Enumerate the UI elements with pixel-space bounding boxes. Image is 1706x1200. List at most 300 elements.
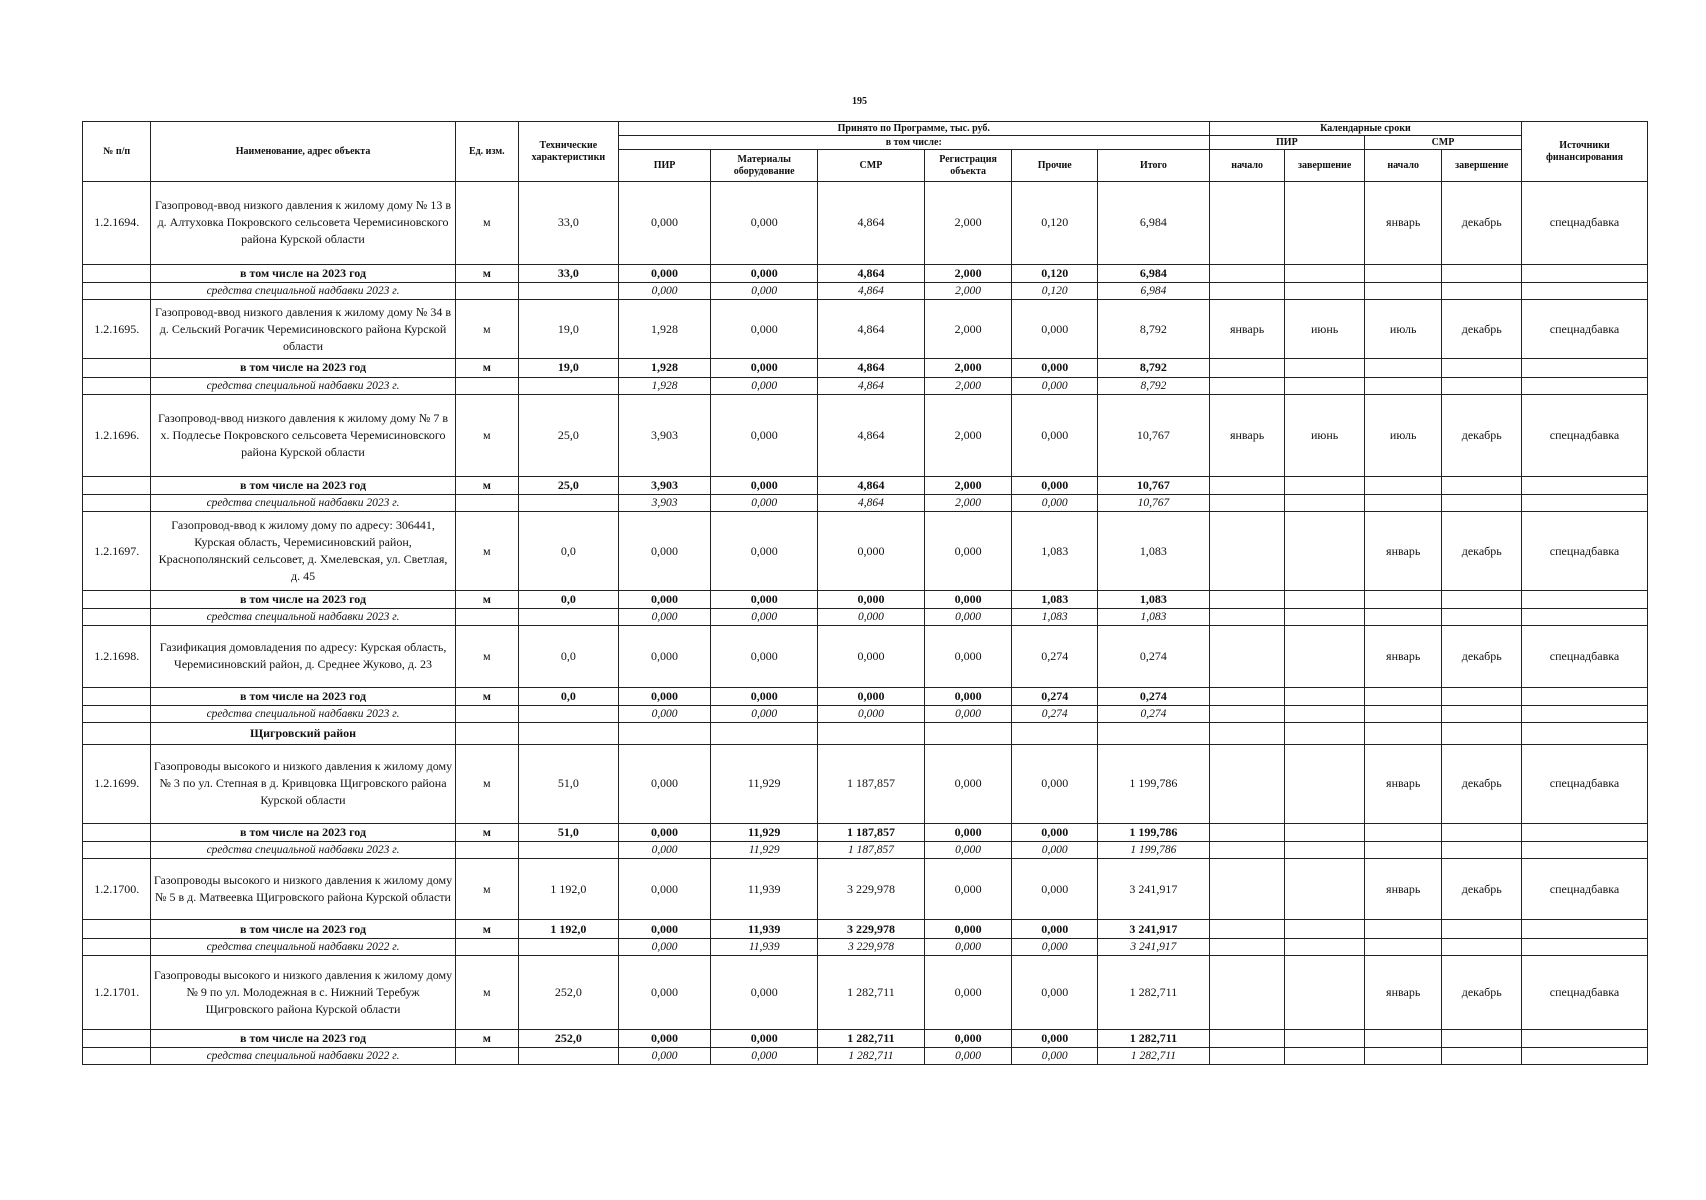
- table-row: [83, 299, 1648, 359]
- unit-cell: м: [455, 394, 518, 477]
- empty-cell: [1285, 609, 1365, 626]
- subtotal-materials: 0,000: [711, 1029, 818, 1047]
- empty-cell: [1442, 687, 1522, 705]
- materials-cell: 0,000: [711, 299, 818, 359]
- page-number: 195: [852, 96, 867, 107]
- source-cell: спецнадбавка: [1522, 512, 1648, 591]
- empty-cell: [83, 823, 151, 841]
- subtotal-label: в том числе на 2023 год: [151, 1029, 455, 1047]
- pir-end-cell: [1285, 745, 1365, 824]
- other-cell: 0,000: [1012, 394, 1098, 477]
- pir-cell: 3,903: [618, 394, 711, 477]
- source-materials: 0,000: [711, 705, 818, 722]
- pir-cell: 1,928: [618, 299, 711, 359]
- empty-cell: [455, 282, 518, 299]
- smr-cell: 4,864: [818, 182, 925, 265]
- empty-cell: [83, 920, 151, 938]
- total-cell: 10,767: [1098, 394, 1210, 477]
- subtotal-smr: 0,000: [818, 591, 925, 609]
- subtotal-registration: 0,000: [924, 823, 1012, 841]
- empty-cell: [1522, 264, 1648, 282]
- subtotal-total: 1 199,786: [1098, 823, 1210, 841]
- empty-cell: [519, 1047, 619, 1064]
- pir-end-cell: [1285, 858, 1365, 920]
- subtotal-registration: 0,000: [924, 687, 1012, 705]
- table-row-subtotal: [83, 359, 1648, 377]
- header-name: Наименование, адрес объекта: [151, 122, 455, 182]
- empty-cell: [1285, 938, 1365, 955]
- empty-cell: [1442, 705, 1522, 722]
- source-label: средства специальной надбавки 2023 г.: [151, 841, 455, 858]
- source-smr: 0,000: [818, 609, 925, 626]
- source-other: 1,083: [1012, 609, 1098, 626]
- total-cell: 6,984: [1098, 182, 1210, 265]
- row-num: 1.2.1695.: [83, 299, 151, 359]
- source-pir: 0,000: [618, 609, 711, 626]
- registration-cell: 2,000: [924, 182, 1012, 265]
- empty-cell: [1209, 495, 1285, 512]
- subtotal-label: в том числе на 2023 год: [151, 477, 455, 495]
- registration-cell: 0,000: [924, 626, 1012, 688]
- source-cell: спецнадбавка: [1522, 626, 1648, 688]
- subtotal-other: 0,000: [1012, 823, 1098, 841]
- source-registration: 2,000: [924, 495, 1012, 512]
- empty-cell: [1522, 591, 1648, 609]
- empty-cell: [1522, 359, 1648, 377]
- pir-cell: 0,000: [618, 512, 711, 591]
- smr-start-cell: июль: [1364, 394, 1442, 477]
- subtotal-total: 3 241,917: [1098, 920, 1210, 938]
- row-num: 1.2.1694.: [83, 182, 151, 265]
- empty-cell: [83, 495, 151, 512]
- tech-cell: 0,0: [519, 512, 619, 591]
- subtotal-tech: 19,0: [519, 359, 619, 377]
- tech-cell: 0,0: [519, 626, 619, 688]
- source-registration: 0,000: [924, 1047, 1012, 1064]
- pir-start-cell: январь: [1209, 394, 1285, 477]
- empty-cell: [83, 282, 151, 299]
- header-pir: ПИР: [618, 150, 711, 182]
- pir-end-cell: [1285, 182, 1365, 265]
- source-cell: спецнадбавка: [1522, 182, 1648, 265]
- smr-end-cell: декабрь: [1442, 745, 1522, 824]
- source-materials: 0,000: [711, 377, 818, 394]
- subtotal-pir: 0,000: [618, 264, 711, 282]
- empty-cell: [1364, 477, 1442, 495]
- table-row-subtotal: [83, 264, 1648, 282]
- empty-cell: [519, 377, 619, 394]
- source-smr: 4,864: [818, 282, 925, 299]
- source-other: 0,000: [1012, 1047, 1098, 1064]
- pir-start-cell: январь: [1209, 299, 1285, 359]
- subtotal-total: 10,767: [1098, 477, 1210, 495]
- subtotal-other: 0,120: [1012, 264, 1098, 282]
- source-cell: спецнадбавка: [1522, 955, 1648, 1029]
- smr-end-cell: декабрь: [1442, 626, 1522, 688]
- source-other: 0,000: [1012, 495, 1098, 512]
- source-total: 8,792: [1098, 377, 1210, 394]
- table-row: [83, 955, 1648, 1029]
- table-row: [83, 182, 1648, 265]
- smr-start-cell: январь: [1364, 512, 1442, 591]
- other-cell: 0,000: [1012, 858, 1098, 920]
- source-smr: 4,864: [818, 377, 925, 394]
- header-smr-start: начало: [1364, 150, 1442, 182]
- table-row-subtotal: [83, 591, 1648, 609]
- empty-cell: [1522, 609, 1648, 626]
- empty-cell: [1522, 495, 1648, 512]
- header-registration: Регистрация объекта: [924, 150, 1012, 182]
- source-registration: 0,000: [924, 938, 1012, 955]
- source-pir: 0,000: [618, 938, 711, 955]
- table-row-subtotal: [83, 823, 1648, 841]
- empty-cell: [1285, 920, 1365, 938]
- source-pir: 0,000: [618, 282, 711, 299]
- smr-cell: 4,864: [818, 394, 925, 477]
- pir-cell: 0,000: [618, 745, 711, 824]
- empty-cell: [455, 841, 518, 858]
- source-label: средства специальной надбавки 2023 г.: [151, 282, 455, 299]
- smr-start-cell: январь: [1364, 626, 1442, 688]
- empty-cell: [1364, 1029, 1442, 1047]
- source-materials: 11,929: [711, 841, 818, 858]
- smr-cell: 1 187,857: [818, 745, 925, 824]
- empty-cell: [1442, 264, 1522, 282]
- district-section: [83, 722, 1648, 744]
- table-row-funding-source: [83, 1047, 1648, 1064]
- empty-cell: [1522, 1047, 1648, 1064]
- object-name: Газопровод-ввод низкого давления к жилому дому № 7 в х. Подлесье Покровского сельсовета Черемисиновского района Курской области: [151, 394, 455, 477]
- pir-end-cell: июнь: [1285, 394, 1365, 477]
- subtotal-other: 0,274: [1012, 687, 1098, 705]
- table-header: [83, 122, 1648, 182]
- empty-cell: [83, 477, 151, 495]
- subtotal-total: 6,984: [1098, 264, 1210, 282]
- object-name: Газопровод-ввод низкого давления к жилому дому № 13 в д. Алтуховка Покровского сельсовета Черемисиновского района Курской области: [151, 182, 455, 265]
- subtotal-other: 1,083: [1012, 591, 1098, 609]
- empty-cell: [1209, 841, 1285, 858]
- materials-cell: 11,929: [711, 745, 818, 824]
- subtotal-materials: 0,000: [711, 591, 818, 609]
- source-label: средства специальной надбавки 2023 г.: [151, 495, 455, 512]
- other-cell: 0,120: [1012, 182, 1098, 265]
- empty-cell: [1522, 823, 1648, 841]
- subtotal-materials: 0,000: [711, 359, 818, 377]
- materials-cell: 11,939: [711, 858, 818, 920]
- empty-cell: [1285, 705, 1365, 722]
- subtotal-materials: 0,000: [711, 687, 818, 705]
- table-row-funding-source: [83, 938, 1648, 955]
- empty-cell: [1364, 1047, 1442, 1064]
- empty-cell: [1442, 495, 1522, 512]
- unit-cell: м: [455, 299, 518, 359]
- empty-cell: [455, 495, 518, 512]
- tech-cell: 33,0: [519, 182, 619, 265]
- table-row: [83, 512, 1648, 591]
- empty-cell: [1442, 477, 1522, 495]
- tech-cell: 1 192,0: [519, 858, 619, 920]
- subtotal-pir: 3,903: [618, 477, 711, 495]
- smr-cell: 1 282,711: [818, 955, 925, 1029]
- subtotal-total: 0,274: [1098, 687, 1210, 705]
- source-registration: 2,000: [924, 377, 1012, 394]
- total-cell: 1,083: [1098, 512, 1210, 591]
- pir-end-cell: [1285, 512, 1365, 591]
- empty-cell: [1442, 377, 1522, 394]
- other-cell: 0,000: [1012, 299, 1098, 359]
- subtotal-pir: 0,000: [618, 823, 711, 841]
- empty-cell: [519, 495, 619, 512]
- empty-cell: [83, 841, 151, 858]
- registration-cell: 2,000: [924, 394, 1012, 477]
- subtotal-tech: 25,0: [519, 477, 619, 495]
- subtotal-other: 0,000: [1012, 1029, 1098, 1047]
- subtotal-smr: 3 229,978: [818, 920, 925, 938]
- pir-end-cell: июнь: [1285, 299, 1365, 359]
- empty-cell: [1364, 687, 1442, 705]
- empty-cell: [455, 377, 518, 394]
- source-cell: спецнадбавка: [1522, 394, 1648, 477]
- other-cell: 0,274: [1012, 626, 1098, 688]
- empty-cell: [455, 609, 518, 626]
- source-materials: 0,000: [711, 1047, 818, 1064]
- smr-cell: 0,000: [818, 512, 925, 591]
- pir-start-cell: [1209, 745, 1285, 824]
- unit-cell: м: [455, 858, 518, 920]
- subtotal-unit: м: [455, 823, 518, 841]
- subtotal-other: 0,000: [1012, 359, 1098, 377]
- object-name: Газопроводы высокого и низкого давления к жилому дому № 9 по ул. Молодежная в с. Нижний Теребуж Щигровского района Курской области: [151, 955, 455, 1029]
- subtotal-tech: 252,0: [519, 1029, 619, 1047]
- empty-cell: [1364, 705, 1442, 722]
- smr-end-cell: декабрь: [1442, 955, 1522, 1029]
- subtotal-registration: 0,000: [924, 920, 1012, 938]
- empty-cell: [455, 1047, 518, 1064]
- source-cell: спецнадбавка: [1522, 858, 1648, 920]
- materials-cell: 0,000: [711, 626, 818, 688]
- empty-cell: [1364, 609, 1442, 626]
- table-row-subtotal: [83, 1029, 1648, 1047]
- source-total: 1 282,711: [1098, 1047, 1210, 1064]
- subtotal-label: в том числе на 2023 год: [151, 920, 455, 938]
- empty-cell: [1285, 264, 1365, 282]
- table-row: [83, 626, 1648, 688]
- empty-cell: [83, 359, 151, 377]
- empty-cell: [1285, 687, 1365, 705]
- source-materials: 0,000: [711, 282, 818, 299]
- empty-cell: [1442, 1047, 1522, 1064]
- materials-cell: 0,000: [711, 955, 818, 1029]
- source-smr: 4,864: [818, 495, 925, 512]
- subtotal-unit: м: [455, 920, 518, 938]
- empty-cell: [1209, 609, 1285, 626]
- empty-cell: [519, 841, 619, 858]
- table-row-funding-source: [83, 705, 1648, 722]
- row-num: 1.2.1699.: [83, 745, 151, 824]
- registration-cell: 2,000: [924, 299, 1012, 359]
- pir-cell: 0,000: [618, 182, 711, 265]
- empty-cell: [1522, 282, 1648, 299]
- district-title: Щигровский район: [151, 722, 455, 744]
- empty-cell: [1442, 920, 1522, 938]
- subtotal-total: 1,083: [1098, 591, 1210, 609]
- unit-cell: м: [455, 626, 518, 688]
- tech-cell: 51,0: [519, 745, 619, 824]
- empty-cell: [83, 609, 151, 626]
- source-smr: 1 187,857: [818, 841, 925, 858]
- table-row: [83, 745, 1648, 824]
- table-row-funding-source: [83, 609, 1648, 626]
- subtotal-smr: 4,864: [818, 264, 925, 282]
- subtotal-unit: м: [455, 359, 518, 377]
- table-row: [83, 858, 1648, 920]
- empty-cell: [1364, 264, 1442, 282]
- source-other: 0,000: [1012, 841, 1098, 858]
- pir-start-cell: [1209, 182, 1285, 265]
- empty-cell: [1285, 1029, 1365, 1047]
- smr-start-cell: январь: [1364, 182, 1442, 265]
- subtotal-tech: 0,0: [519, 591, 619, 609]
- unit-cell: м: [455, 955, 518, 1029]
- subtotal-materials: 11,929: [711, 823, 818, 841]
- header-unit: Ед. изм.: [455, 122, 518, 182]
- empty-cell: [1285, 359, 1365, 377]
- table-row-funding-source: [83, 282, 1648, 299]
- smr-cell: 0,000: [818, 626, 925, 688]
- empty-cell: [83, 1047, 151, 1064]
- empty-cell: [1285, 841, 1365, 858]
- empty-cell: [1209, 687, 1285, 705]
- header-other: Прочие: [1012, 150, 1098, 182]
- subtotal-label: в том числе на 2023 год: [151, 823, 455, 841]
- empty-cell: [1209, 705, 1285, 722]
- registration-cell: 0,000: [924, 858, 1012, 920]
- subtotal-registration: 2,000: [924, 359, 1012, 377]
- empty-cell: [1285, 377, 1365, 394]
- object-name: Газопровод-ввод низкого давления к жилому дому № 34 в д. Сельский Рогачик Черемисиновского района Курской области: [151, 299, 455, 359]
- header-num: № п/п: [83, 122, 151, 182]
- source-materials: 0,000: [711, 495, 818, 512]
- empty-cell: [1442, 282, 1522, 299]
- row-num: 1.2.1697.: [83, 512, 151, 591]
- subtotal-registration: 0,000: [924, 591, 1012, 609]
- source-registration: 0,000: [924, 609, 1012, 626]
- subtotal-tech: 51,0: [519, 823, 619, 841]
- subtotal-label: в том числе на 2023 год: [151, 687, 455, 705]
- subtotal-smr: 4,864: [818, 359, 925, 377]
- header-materials: Материалы оборудование: [711, 150, 818, 182]
- empty-cell: [1442, 841, 1522, 858]
- subtotal-total: 1 282,711: [1098, 1029, 1210, 1047]
- empty-cell: [1209, 1047, 1285, 1064]
- subtotal-materials: 0,000: [711, 477, 818, 495]
- empty-cell: [1442, 359, 1522, 377]
- empty-cell: [1522, 841, 1648, 858]
- source-other: 0,120: [1012, 282, 1098, 299]
- subtotal-unit: м: [455, 477, 518, 495]
- empty-cell: [1442, 938, 1522, 955]
- smr-end-cell: декабрь: [1442, 394, 1522, 477]
- source-smr: 0,000: [818, 705, 925, 722]
- subtotal-tech: 1 192,0: [519, 920, 619, 938]
- source-pir: 1,928: [618, 377, 711, 394]
- source-other: 0,000: [1012, 938, 1098, 955]
- header-pir-start: начало: [1209, 150, 1285, 182]
- source-other: 0,274: [1012, 705, 1098, 722]
- smr-start-cell: январь: [1364, 955, 1442, 1029]
- source-label: средства специальной надбавки 2023 г.: [151, 609, 455, 626]
- subtotal-registration: 0,000: [924, 1029, 1012, 1047]
- object-name: Газопроводы высокого и низкого давления к жилому дому № 3 по ул. Степная в д. Кривцовка Щигровского района Курской области: [151, 745, 455, 824]
- subtotal-unit: м: [455, 264, 518, 282]
- source-materials: 0,000: [711, 609, 818, 626]
- subtotal-materials: 11,939: [711, 920, 818, 938]
- empty-cell: [1285, 282, 1365, 299]
- empty-cell: [1522, 477, 1648, 495]
- total-cell: 8,792: [1098, 299, 1210, 359]
- pir-cell: 0,000: [618, 626, 711, 688]
- header-incl: в том числе:: [618, 136, 1209, 150]
- empty-cell: [1209, 359, 1285, 377]
- total-cell: 1 199,786: [1098, 745, 1210, 824]
- subtotal-pir: 0,000: [618, 591, 711, 609]
- source-label: средства специальной надбавки 2023 г.: [151, 377, 455, 394]
- empty-cell: [1285, 823, 1365, 841]
- empty-cell: [83, 1029, 151, 1047]
- source-label: средства специальной надбавки 2022 г.: [151, 938, 455, 955]
- subtotal-smr: 1 282,711: [818, 1029, 925, 1047]
- empty-cell: [1522, 705, 1648, 722]
- subtotal-unit: м: [455, 1029, 518, 1047]
- other-cell: 0,000: [1012, 745, 1098, 824]
- table-row-funding-source: [83, 495, 1648, 512]
- unit-cell: м: [455, 745, 518, 824]
- smr-cell: 3 229,978: [818, 858, 925, 920]
- object-name: Газопроводы высокого и низкого давления к жилому дому № 5 в д. Матвеевка Щигровского района Курской области: [151, 858, 455, 920]
- smr-end-cell: декабрь: [1442, 512, 1522, 591]
- unit-cell: м: [455, 182, 518, 265]
- header-calendar: Календарные сроки: [1209, 122, 1521, 136]
- header-cal-pir: ПИР: [1209, 136, 1364, 150]
- subtotal-unit: м: [455, 687, 518, 705]
- empty-cell: [1522, 687, 1648, 705]
- empty-cell: [1364, 920, 1442, 938]
- source-label: средства специальной надбавки 2023 г.: [151, 705, 455, 722]
- empty-cell: [1442, 1029, 1522, 1047]
- row-num: 1.2.1696.: [83, 394, 151, 477]
- table-row-subtotal: [83, 477, 1648, 495]
- empty-cell: [519, 282, 619, 299]
- subtotal-other: 0,000: [1012, 920, 1098, 938]
- tech-cell: 25,0: [519, 394, 619, 477]
- smr-start-cell: январь: [1364, 858, 1442, 920]
- empty-cell: [1442, 609, 1522, 626]
- empty-cell: [1285, 1047, 1365, 1064]
- source-total: 0,274: [1098, 705, 1210, 722]
- empty-cell: [455, 705, 518, 722]
- pir-cell: 0,000: [618, 955, 711, 1029]
- empty-cell: [1364, 938, 1442, 955]
- header-pir-end: завершение: [1285, 150, 1365, 182]
- empty-cell: [1364, 823, 1442, 841]
- subtotal-label: в том числе на 2023 год: [151, 591, 455, 609]
- empty-cell: [1442, 591, 1522, 609]
- tech-cell: 19,0: [519, 299, 619, 359]
- source-registration: 0,000: [924, 705, 1012, 722]
- subtotal-pir: 1,928: [618, 359, 711, 377]
- source-smr: 1 282,711: [818, 1047, 925, 1064]
- total-cell: 3 241,917: [1098, 858, 1210, 920]
